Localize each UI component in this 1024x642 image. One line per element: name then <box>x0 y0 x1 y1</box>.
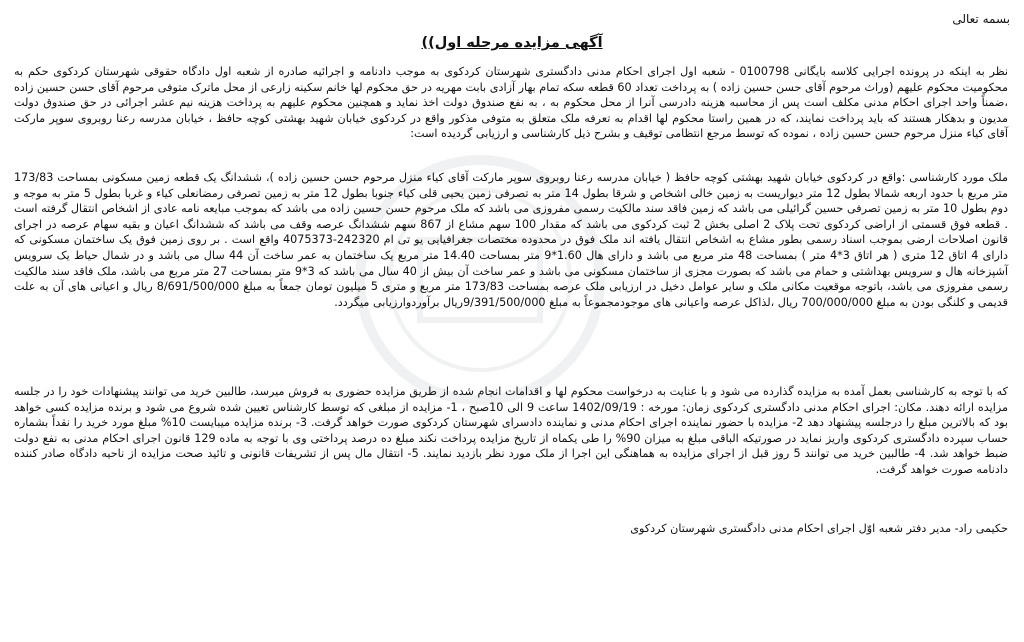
paragraph-property-details: ملک مورد کارشناسی :واقع در کردکوی خیابان شهید بهشتی کوچه حافظ ( خیابان مدرسه رعنا روبروی سوپر مارکت آقای کیاء منزل مرحوم حسن حسین زاده )، ششدانگ یک قطعه زمین مسکونی بمساحت 173/83 متر مربع با حدود اربعه شمالا بطول 12 متر دیواریست به زمین خالی اشخاص و شرقا بطول 14 متر به تصرفی زمین یحیی قلی کیاء جنوبا بطول 12 متر به زمین تصرفی رمضانعلی کیاء و غربا بطول 5 متر به موجه و دوم بطول 10 متر به زمین تصرفی حسین گرائیلی می باشد که زمین فاقد سند مالکیت رسمی مفروزی می باشد که ملک مرحوم حسن حسین زاده می باشد که بموجب مبایعه نامه عادی از اشخاص انتقال گرفته است . قطعه فوق قسمتی از اراضی کردکوی تحت پلاک 2 اصلی بخش 2 ثبت کردکوی می باشد که مقدار 100 سهم مشاع از 867 سهم ششدانگ عرصه وقف می باشد که ششدانگ اعیان و بقیه سهام عرصه در اجرای قانون اصلاحات ارضی بموجب اسناد رسمی بطور مشاع به اشخاص انتقال یافته اند ملک فوق در محدوده مختصات جغرافیایی یو تی ام 242320-4075373 واقع است . بر روی زمین فوق یک ساختمان مسکونی که دارای 4 اتاق 12 متری ( هر اتاق 3*4 متر ) بمساحت 48 متر مربع می باشد و دارای هال 1.60*9 متر بمساحت 14.40 متر مربع یک ساختمان به عمر ساخت آن 44 سال می باشد و در شمال حیاط یک سرویس آشپزخانه هال و سرویس بهداشتی و حمام می باشد که بصورت مجزی از ساختمان مسکونی می باشد و عمر ساخت آن بیش از 40 سال می باشد که 3*9 متر بمساحت 27 متر مربع می باشد، ملک فاقد سند مالکیت رسمی مفروزی می باشد، باتوجه موقعیت مکانی ملک و سایر عوامل دخیل در ارزیابی ملک عرصه بمساحت 173/83 متر مربع و متری 5 میلیون تومان جمعاً به مبلغ 8/691/500/000 ریال و اعیانی های آن به علت قدیمی و کلنگی بودن به مبلغ 700/000/000 ریال ،لذاکل عرصه واعیانی های موجودمجموعاً به مبلغ 9/391/500/000ریال برآوردوارزیابی میگردد. <box>14 171 1009 309</box>
paragraph-auction-terms: که با توجه به کارشناسی بعمل آمده به مزایده گذارده می شود و با عنایت به درخواست محکوم لها و اقدامات انجام شده از طریق مزایده حضوری به فروش میرسد، طالبین خرید می توانند پیشنهادات خود را در جلسه مزایده ارائه دهند. مکان: اجرای احکام مدنی دادگستری کردکوی زمان: مورخه : 1402/09/19 ساعت 9 الی 10صبح ، 1- مزایده از مبلغی که توسط کارشناس تعیین شده شروع می شود و برنده مزایده کسی خواهد بود که بالاترین مبلغ را درجلسه پیشنهاد دهد 2- مزایده با حضور نماینده اجرای احکام مدنی و نماینده دادسرای شهرستان کردکوی صورت خواهد گرفت. 3- برنده مزایده میبایست 10% مبلغ مورد خرید را نقداً بشماره حساب سپرده دادگستری کردکوی واریز نماید در صورتیکه الباقی مبلغ به میزان 90% را طی یکماه از تاریخ مزایده پرداخت نکند مبلغ ده درصد پرداختی وی با توجه به ماده 129 قانون اجرای احکام مدنی به نفع دولت ضبط خواهد شد. 4- طالبین خرید می توانند 5 روز قبل از اجرای مزایده به هماهنگی این اجرا از ملک مورد نظر بازدید نمایند. 5- انتقال مال پس از تشریفات قانونی و تائید صحت مزایده از ناحیه دادگاه صادر کننده دادنامه صورت خواهد گرفت. <box>14 385 1008 476</box>
notice-document <box>6 6 1018 636</box>
signature-line: حکیمی راد- مدیر دفتر شعبه اوّل اجرای احکام مدنی دادگستری شهرستان کردکوی <box>630 522 1008 535</box>
notice-title: آگهی مزایده مرحله اول)) <box>421 35 603 51</box>
header-text: بسمه تعالی <box>952 12 1010 26</box>
paragraph-intro: نظر به اینکه در پرونده اجرایی کلاسه بایگانی 0100798 - شعبه اول اجرای احکام مدنی دادگستری شهرستان کردکوی به موجب دادنامه و اجرائیه صادره از شعبه اول دادگاه حقوقی شهرستان کردکوی حکم به محکومیت محکوم علیهم (وراث مرحوم آقای حسن حسین زاده ) به پرداخت تعداد 60 قطعه سکه تمام بهار آزادی بابت مهریه در حق محکوم لها خانم سکینه زارعی از محل ماترک متوفی مرحوم آقای حسن حسین زاده ،ضمناً واحد اجرای احکام مدنی مکلف است پس از محاسبه هزینه دادرسی آنرا از محل محکوم به ، به نفع صندوق دولت اخذ نماید و همچنین محکوم علیهم به پرداخت هزینه نیم عشر اجرائی در حق صندوق دولت مدیون و بدهکار هستند که باید پرداخت نمایند، که در همین راستا محکوم لها اقدام به تعرفه ملک متعلق به متوفی مذکور واقع در کردکوی خیابان شهید بهشتی کوچه حافظ ، خیابان مدرسه رعنا روبروی سوپر مارکت آقای کیاء منزل مرحوم حسن حسین زاده ، نموده که توسط مرجع انتظامی توقیف و بشرح ذیل کارشناسی و ارزیابی گردیده است: <box>14 65 1009 141</box>
